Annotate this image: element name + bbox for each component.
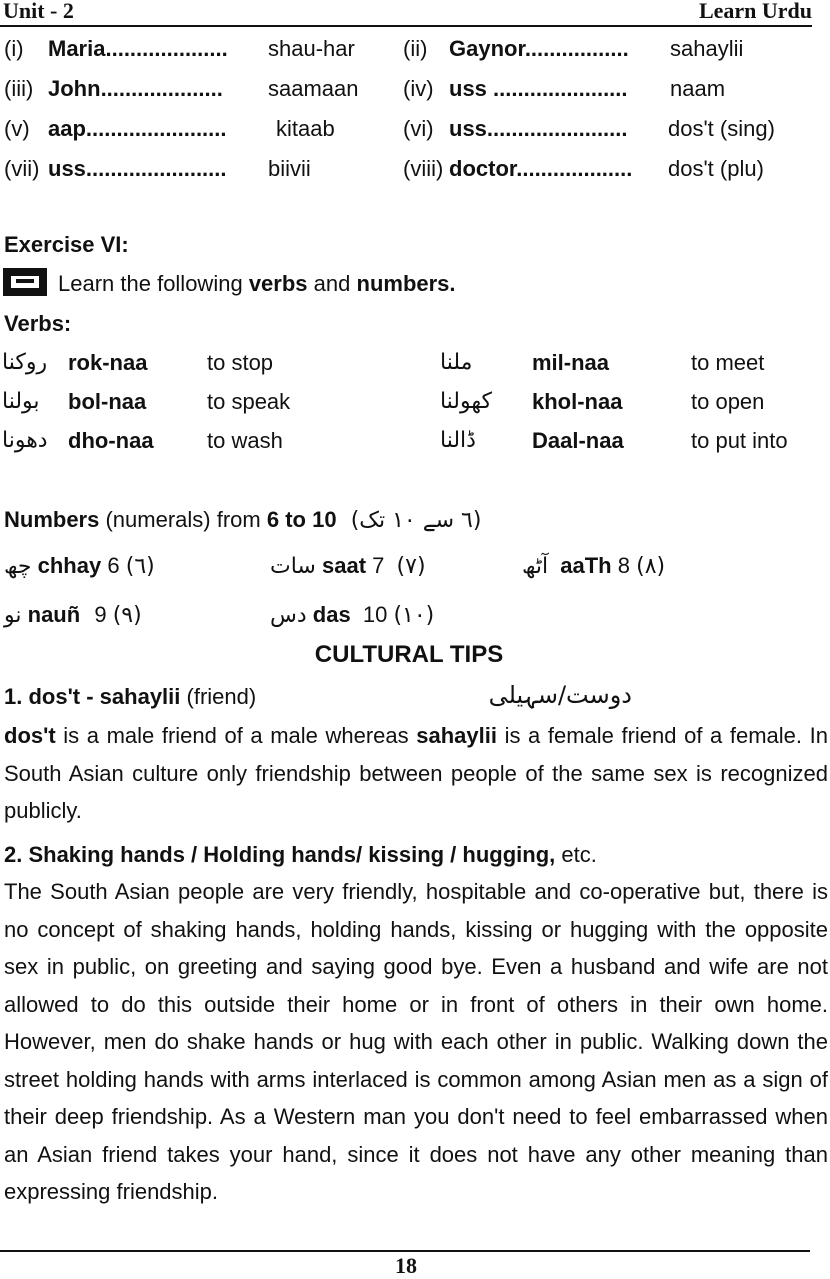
book-title: Learn Urdu <box>698 0 812 23</box>
fill-item: (viii) doctor................... dos't (plu) <box>403 156 764 181</box>
verb-meaning: to meet <box>691 350 765 375</box>
verb-urdu: کھولنا <box>439 389 492 414</box>
verb-urdu: ڈالنا <box>440 428 476 453</box>
verb-roman: Daal-naa <box>532 428 624 453</box>
fill-item: (v) aap....................... kitaab <box>4 116 335 141</box>
fill-item: (ii) Gaynor................. sahaylii <box>403 36 744 61</box>
verb-roman: bol-naa <box>68 389 147 414</box>
verbs-heading: Verbs: <box>4 311 72 336</box>
fill-item: (iv) uss ...................... naam <box>403 76 726 101</box>
number-item: چھ chhay 6 (٦) <box>4 553 155 579</box>
verb-urdu: دھونا <box>2 428 48 453</box>
tip2-paragraph: The South Asian people are very friendly, hospitable and co-operative but, there is no concept of shaking hands, holding hands, kissing or hugging with the opposite sex in public, on greeting and saying good bye. Even a husband and wife are not allowed to do this outside their home or in front of others in their own home. However, men do shake hands or hug with each other in public. Walking down the street holding hands with arms interlaced is common among Asian men as a sign of their deep friendship. As a Western man you don't need to feel embarrassed when an Asian friend takes your hand, since it does not have any other meaning than expressing friendship. <box>4 879 828 1204</box>
verb-roman: mil-naa <box>532 350 610 375</box>
fill-item: (i) Maria.................... shau-har <box>4 36 355 61</box>
unit-label: Unit - 2 <box>3 0 74 23</box>
exercise-instruction: Learn the following verbs and numbers. <box>58 271 456 296</box>
tip2-title: 2. Shaking hands / Holding hands/ kissing / hugging, etc. <box>4 842 597 867</box>
number-item: سات saat 7 (٧) <box>270 553 426 579</box>
verb-roman: dho-naa <box>68 428 154 453</box>
tip1-title: 1. dos't - sahaylii (friend) <box>4 684 257 709</box>
number-item: آٹھ aaTh 8 (٨) <box>522 553 666 579</box>
footer-rule <box>0 1250 810 1252</box>
tip1-paragraph: dos't is a male friend of a male whereas sahaylii is a female friend of a female. In South Asian culture only friendship between people of the same sex is recognized publicly. <box>4 723 828 823</box>
verb-meaning: to wash <box>207 428 283 453</box>
cultural-tips-title: CULTURAL TIPS <box>314 641 504 668</box>
fill-item: (vii) uss....................... biivii <box>4 156 311 181</box>
verb-urdu: ملنا <box>440 350 473 375</box>
verb-urdu: روکنا <box>2 350 48 375</box>
page-number: 18 <box>395 1253 417 1278</box>
tip1-urdu: دوست/سہیلی <box>488 681 632 709</box>
verb-meaning: to put into <box>691 428 788 453</box>
number-item: نو nauñ 9 (٩) <box>4 602 142 628</box>
verb-meaning: to speak <box>207 389 291 414</box>
verb-roman: rok-naa <box>68 350 148 375</box>
verb-meaning: to stop <box>207 350 274 375</box>
book-icon <box>3 268 47 296</box>
verb-urdu: بولنا <box>2 389 40 414</box>
exercise-title: Exercise VI: <box>4 232 129 257</box>
fill-item: (vi) uss....................... dos't (sing) <box>403 116 775 141</box>
fill-item: (iii) John.................... saamaan <box>4 76 359 101</box>
verb-roman: khol-naa <box>532 389 623 414</box>
numbers-heading: Numbers (numerals) from 6 to 10 (٦ سے ١٠ تک) <box>4 507 482 533</box>
verb-meaning: to open <box>691 389 765 414</box>
header-rule <box>0 25 812 27</box>
number-item: دس das 10 (١٠) <box>270 602 435 628</box>
